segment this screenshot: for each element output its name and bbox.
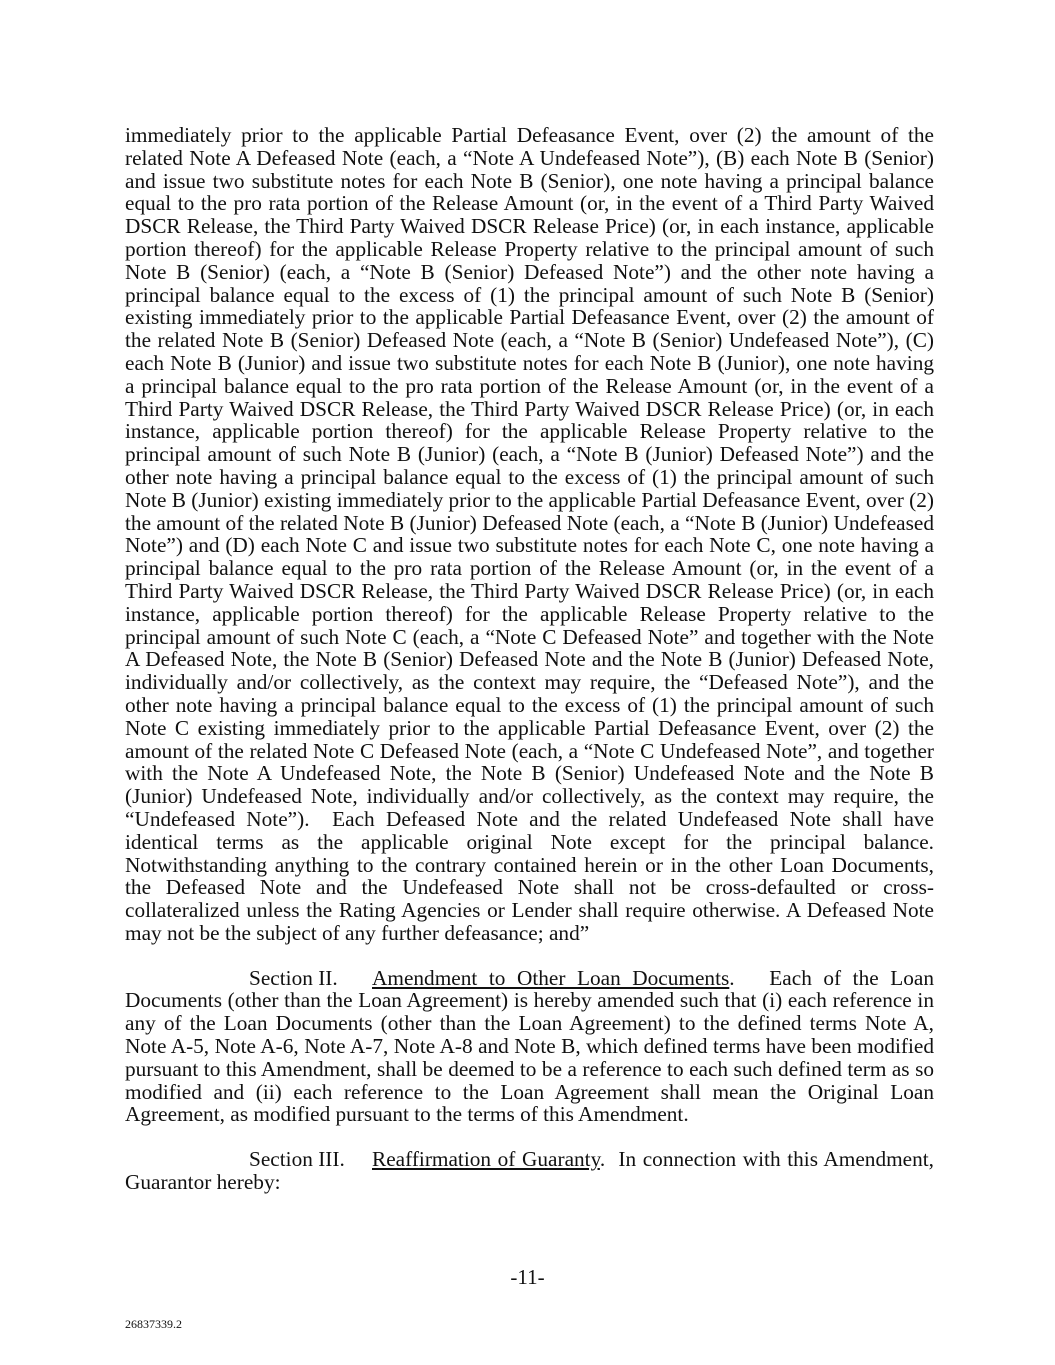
section-iii-paragraph — [125, 1148, 934, 1194]
section-iii-title: Reaffirmation of Guaranty — [372, 1147, 600, 1172]
body-paragraph: immediately prior to the applicable Partial Defeasance Event, over (2) the amount of the related Note A Defeased Note (each, a “Note A Undefeased Note”), (B) each Note B (Senior) and issue two substitute notes for each Note B (Senior), one note having a principal balance equal to the pro rata portion of the Release Amount (or, in the event of a Third Party Waived DSCR Release, the Third Party Waived DSCR Release Price) (or, in each instance, applicable portion thereof) for the applicable Release Property relative to the principal amount of such Note B (Senior) (each, a “Note B (Senior) Defeased Note”) and the other note having a principal balance equal to the excess of (1) the principal amount of such Note B (Senior) existing immediately prior to the applicable Partial Defeasance Event, over (2) the amount of the related Note B (Senior) Defeased Note (each, a “Note B (Senior) Undefeased Note”), (C) each Note B (Junior) and issue two substitute notes for each Note B (Junior), one note having a principal balance equal to the pro rata portion of the Release Amount (or, in the event of a Third Party Waived DSCR Release, the Third Party Waived DSCR Release Price) (or, in each instance, applicable portion thereof) for the applicable Release Property relative to the principal amount of such Note B (Junior) (each, a “Note B (Junior) Defeased Note”) and the other note having a principal balance equal to the excess of (1) the principal amount of such Note B (Junior) existing immediately prior to the applicable Partial Defeasance Event, over (2) the amount of the related Note B (Junior) Defeased Note (each, a “Note B (Junior) Undefeased Note”) and (D) each Note C and issue two substitute notes for each Note C, one note having a principal balance equal to the pro rata portion of the Release Amount (or, in the event of a Third Party Waived DSCR Release, the Third Party Waived DSCR Release Price) (or, in each instance, applicable portion thereof) for the applicable Release Property relative to the principal amount of such Note C (each, a “Note C Defeased Note” and together with the Note A Defeased Note, the Note B (Senior) Defeased Note and the Note B (Junior) Defeased Note, individually and/or collectively, as the context may require, the “Defeased Note”), and the other note having a principal balance equal to the excess of (1) the principal amount of such Note C existing immediately prior to the applicable Partial Defeasance Event, over (2) the amount of the related Note C Defeased Note (each, a “Note C Undefeased Note”, and together with the Note A Undefeased Note, the Note B (Senior) Undefeased Note and the Note B (Junior) Undefeased Note, individually and/or collectively, as the context may require, the “Undefeased Note”). Each Defeased Note and the related Undefeased Note shall have identical terms as the applicable original Note except for the principal balance. Notwithstanding anything to the contrary contained herein or in the other Loan Documents, the Defeased Note and the Undefeased Note shall not be cross-defaulted or cross-collateralized unless the Rating Agencies or Lender shall require otherwise. A Defeased Note may not be the subject of any further defeasance; and” — [125, 123, 935, 945]
section-iii-title-punct: . — [599, 1147, 606, 1172]
section-ii-number: Section II. — [249, 965, 338, 990]
section-ii-body: Each of the Loan Documents (other than the Loan Agreement) is hereby amended such that (i) each reference in any of the Loan Documents (other than the Loan Agreement) to the defined terms Note A, Note A-5, Note A-6, Note A-7, Note A-8 and Note B, which defined terms have been modified pursuant to this Amendment, shall be deemed to be a reference to each such defined term as so modified and (ii) each reference to the Loan Agreement shall mean the Original Loan Agreement, as modified pursuant to the terms of this Amendment. — [125, 965, 935, 1127]
section-iii-body: In connection with this Amendment, Guarantor hereby: — [125, 1147, 935, 1195]
section-ii-paragraph — [125, 967, 934, 1127]
document-page — [125, 124, 934, 1194]
document-id: 26837339.2 — [125, 1317, 182, 1331]
section-iii-number: Section III. — [249, 1147, 345, 1172]
section-ii-title: Amendment to Other Loan Documents — [372, 965, 730, 990]
page-number: -11- — [510, 1265, 545, 1289]
section-ii-title-punct: . — [729, 965, 735, 990]
